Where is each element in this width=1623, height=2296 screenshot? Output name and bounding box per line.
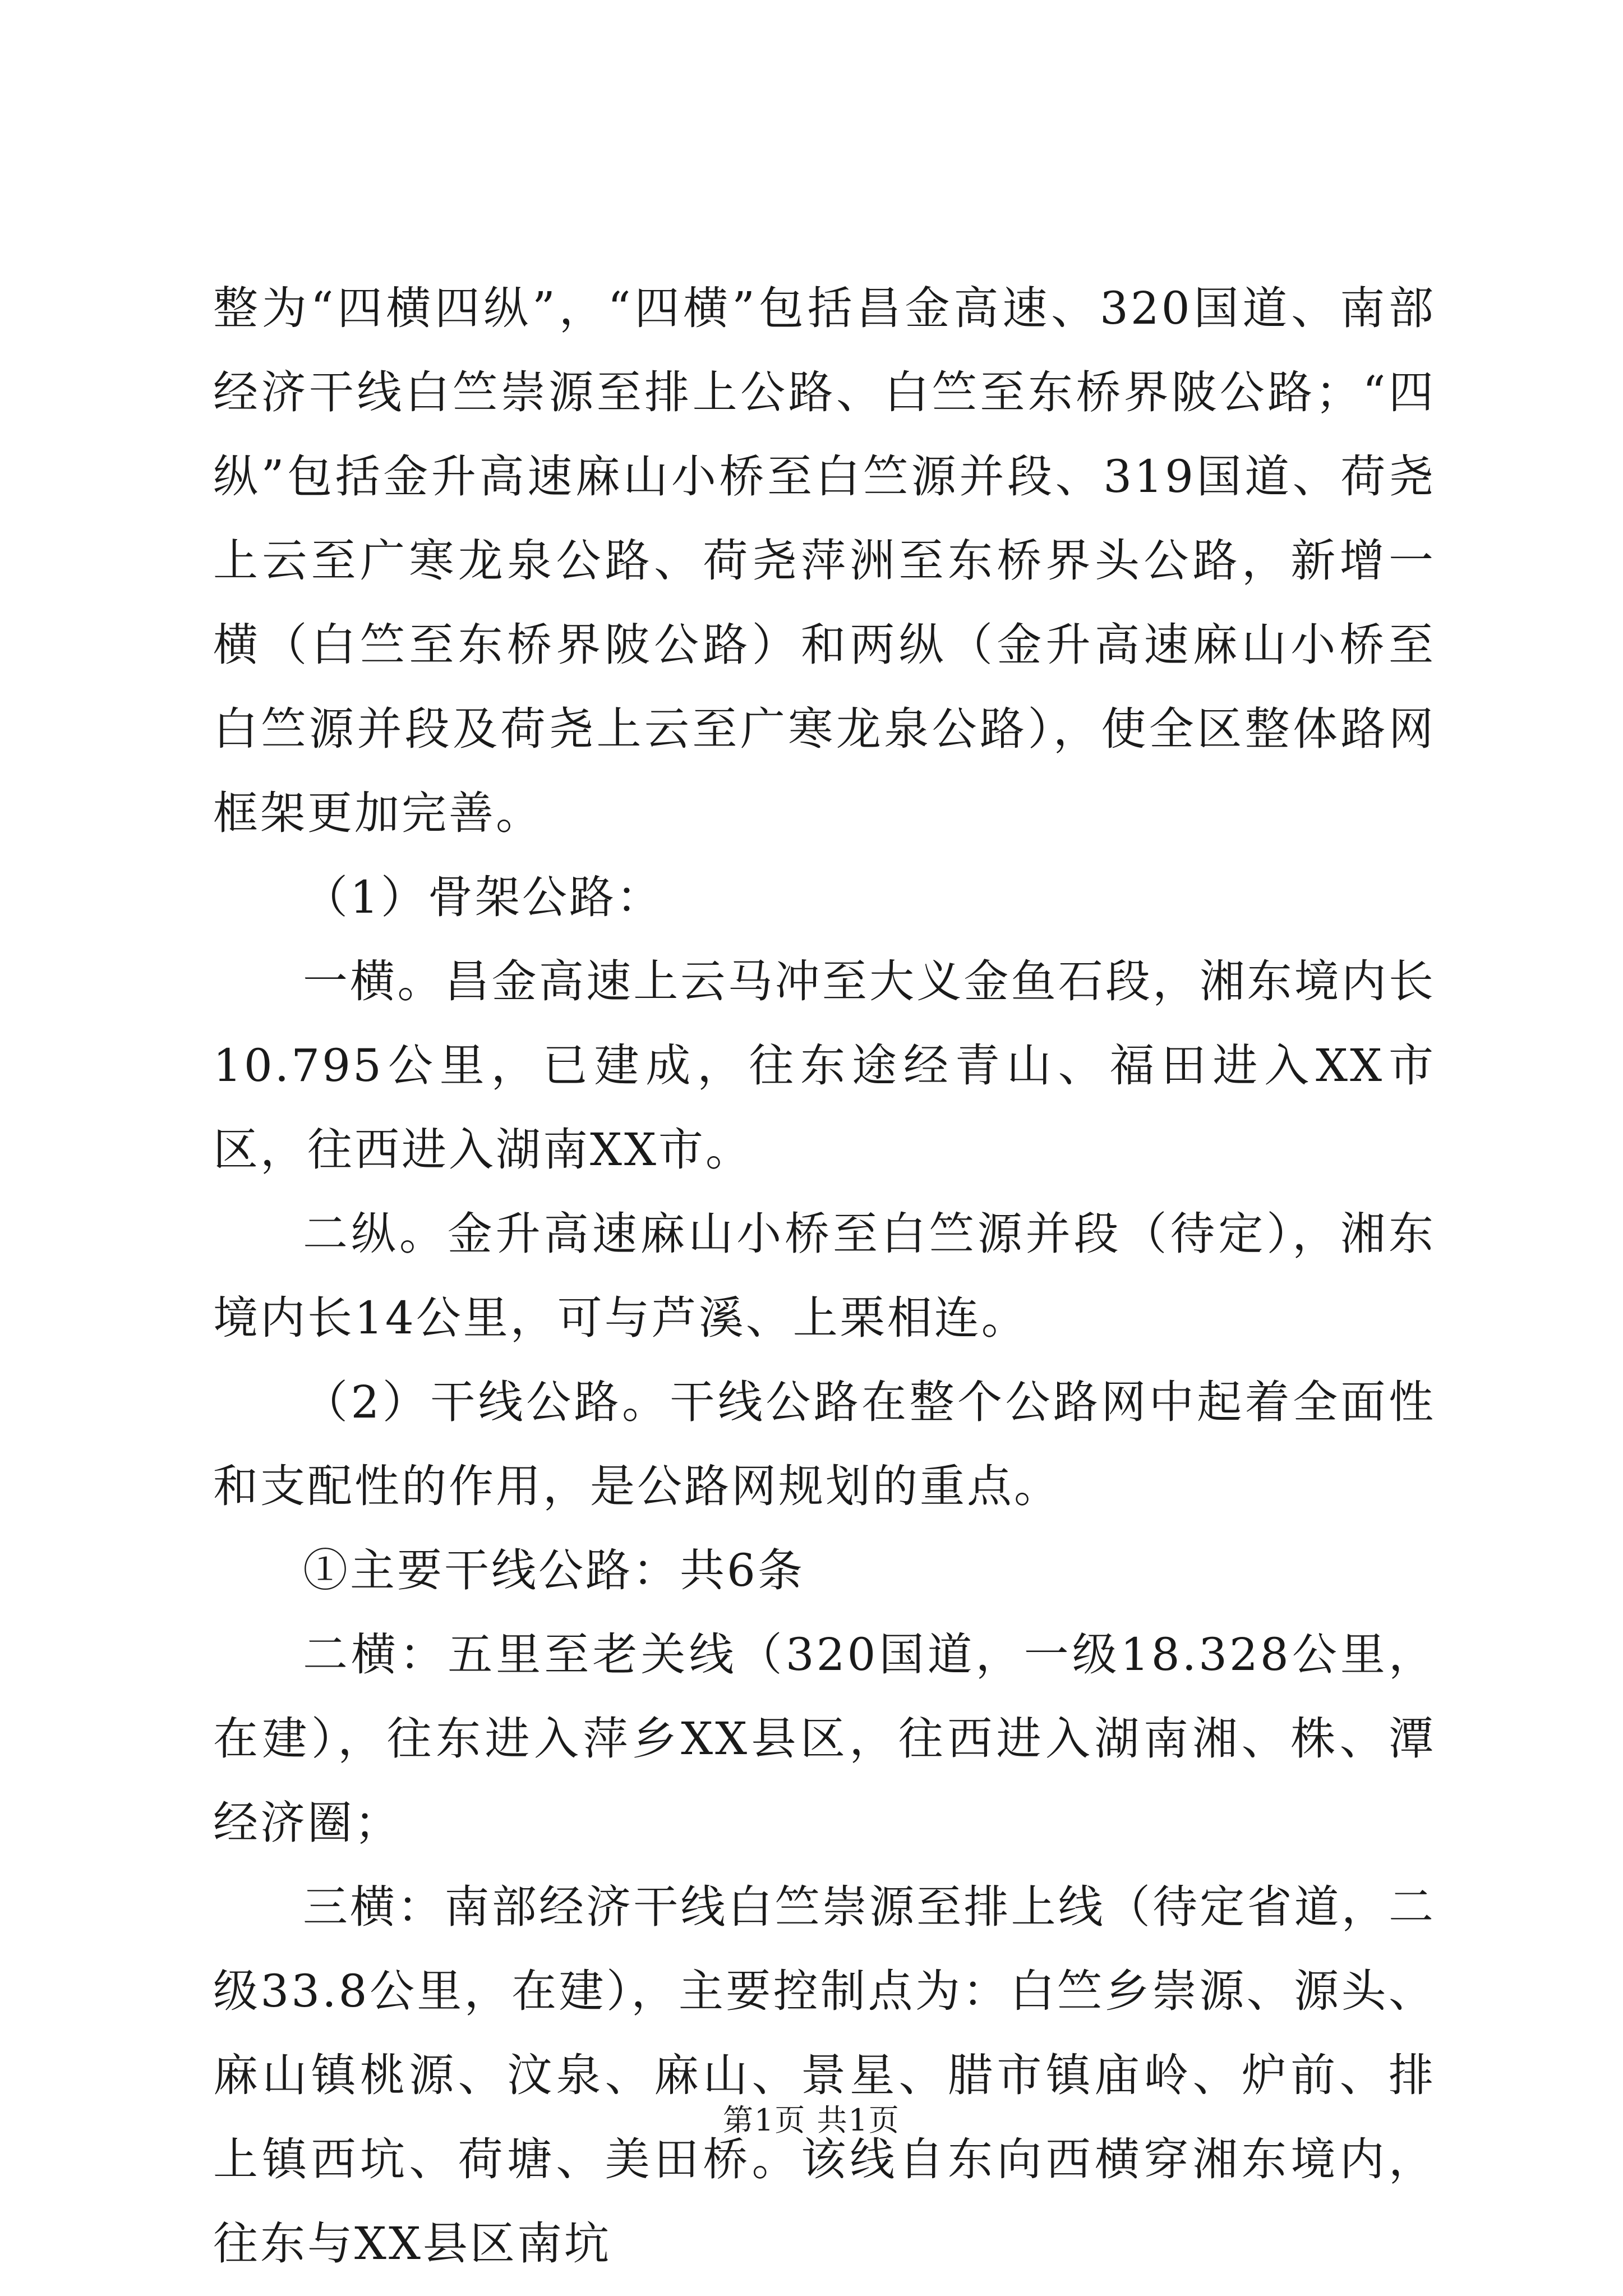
page-number-footer: 第1页 共1页 — [723, 2102, 900, 2138]
document-body — [213, 266, 1436, 2286]
paragraph-third-horizontal: 三横：南部经济干线白竺崇源至排上线（待定省道，二级33.8公里，在建），主要控制点为：白竺乡崇源、源头、麻山镇桃源、汶泉、麻山、景星、腊市镇庙岭、炉前、排上镇西坑、荷塘、美田桥。该线自东向西横穿湘东境内，往东与XX县区南坑 — [213, 1881, 1436, 2270]
paragraph-backbone-heading: （1）骨架公路： — [303, 871, 663, 923]
paragraph-second-horizontal: 二横：五里至老关线（320国道，一级18.328公里，在建），往东进入萍乡XX县区，往西进入湖南湘、株、潭经济圈； — [213, 1628, 1436, 1849]
paragraph-first-horizontal: 一横。昌金高速上云马冲至大义金鱼石段，湘东境内长10.795公里，已建成，往东途经青山、福田进入XX市区，往西进入湖南XX市。 — [213, 955, 1436, 1176]
paragraph-second-vertical: 二纵。金升高速麻山小桥至白竺源并段（待定），湘东境内长14公里，可与芦溪、上栗相连。 — [213, 1208, 1436, 1344]
paragraph-main-trunk-count: ①主要干线公路：共6条 — [303, 1544, 805, 1596]
paragraph-road-network-overview: 整为“四横四纵”，“四横”包括昌金高速、320国道、南部经济干线白竺崇源至排上公路、白竺至东桥界陂公路；“四纵”包括金升高速麻山小桥至白竺源并段、319国道、荷尧上云至广寒龙泉公路、荷尧萍洲至东桥界头公路，新增一横（白竺至东桥界陂公路）和两纵（金升高速麻山小桥至白竺源并段及荷尧上云至广寒龙泉公路），使全区整体路网框架更加完善。 — [213, 282, 1436, 839]
paragraph-trunk-roads: （2）干线公路。干线公路在整个公路网中起着全面性和支配性的作用，是公路网规划的重点。 — [213, 1376, 1436, 1512]
